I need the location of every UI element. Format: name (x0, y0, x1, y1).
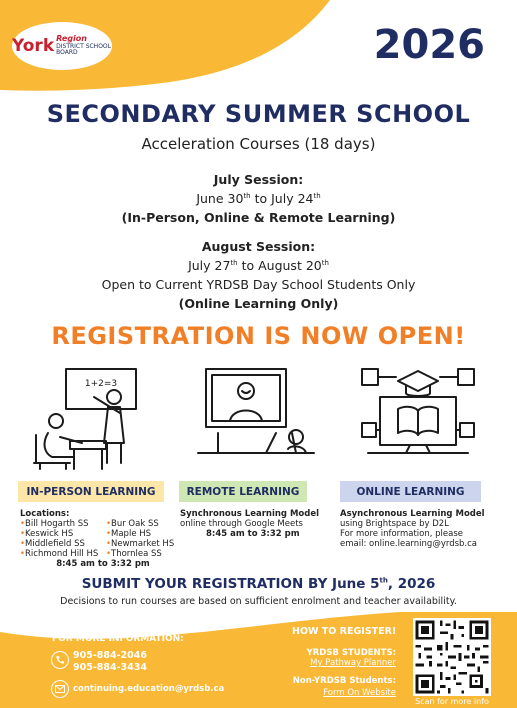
year: 2026 (373, 22, 485, 68)
remote-line: online through Google Meets (180, 519, 303, 529)
phone-number[interactable]: 905-884-2046 (73, 650, 147, 661)
page-title: SECONDARY SUMMER SCHOOL (46, 100, 471, 128)
how-to-register-label: HOW TO REGISTER! (292, 626, 397, 637)
tag-remote: REMOTE LEARNING (179, 481, 307, 502)
remote-heading: Synchronous Learning Model (180, 509, 320, 519)
online-learning-icon (358, 363, 478, 473)
location-item: •Keswick HS (20, 529, 74, 539)
subtitle: Acceleration Courses (18 days) (141, 135, 376, 153)
classroom-icon (30, 363, 170, 473)
online-details (340, 509, 500, 549)
location-item: •Thornlea SS (106, 549, 162, 559)
august-dates: July 27th to August 20th (188, 258, 329, 273)
video-call-icon (196, 363, 316, 473)
online-heading: Asynchronous Learning Model (340, 509, 485, 519)
july-mode: (In-Person, Online & Remote Learning) (121, 210, 396, 225)
in-person-details (20, 509, 186, 569)
location-item: •Middlefield SS (20, 539, 85, 549)
qr-caption: Scan for more info (415, 697, 489, 706)
yrdsb-students-label: YRDSB STUDENTS: (306, 648, 396, 658)
location-item: •Newmarket HS (106, 539, 175, 549)
my-pathway-planner-link[interactable]: My Pathway Planner (310, 658, 396, 668)
july-session (0, 170, 517, 227)
july-heading: July Session: (213, 172, 304, 187)
location-item: •Bill Hogarth SS (20, 519, 89, 529)
logo-region: Region (56, 34, 87, 43)
online-line2: For more information, please (340, 529, 464, 539)
qr-code[interactable] (413, 618, 491, 696)
board-text: 1+2=3 (84, 379, 118, 389)
remote-hours: 8:45 am to 3:32 pm (206, 529, 300, 539)
in-person-hours: 8:45 am to 3:32 pm (56, 559, 150, 569)
location-item: •Richmond Hill HS (20, 549, 99, 559)
logo-mark: York (12, 36, 55, 56)
location-item: •Maple HS (106, 529, 152, 539)
online-line1: using Brightspace by D2L (340, 519, 449, 529)
mail-icon (51, 680, 69, 698)
more-info-label: FOR MORE INFORMATION: (52, 634, 184, 644)
phone-number[interactable]: 905-884-3434 (73, 662, 147, 673)
august-session (0, 237, 517, 313)
july-dates: June 30th to July 24th (196, 191, 321, 206)
august-mode: (Online Learning Only) (178, 296, 339, 311)
yrdsb-logo (12, 22, 112, 70)
non-yrdsb-students-label: Non-YRDSB Students: (292, 676, 396, 686)
form-on-website-link[interactable]: Form On Website (323, 688, 396, 698)
logo-board: DISTRICT SCHOOL BOARD (56, 42, 111, 57)
tag-online: ONLINE LEARNING (340, 481, 481, 502)
registration-open-banner: REGISTRATION IS NOW OPEN! (51, 322, 466, 350)
phone-icon (51, 651, 69, 669)
contact-email-link[interactable]: continuing.education@yrdsb.ca (73, 684, 225, 694)
august-note: Open to Current YRDSB Day School Students Only (101, 277, 416, 292)
locations-heading: Locations: (20, 509, 70, 519)
tag-in-person: IN-PERSON LEARNING (18, 481, 164, 502)
august-heading: August Session: (201, 239, 316, 254)
location-item: •Bur Oak SS (106, 519, 159, 529)
submit-deadline: SUBMIT YOUR REGISTRATION BY June 5th, 2026 (81, 576, 436, 592)
phone-numbers (73, 650, 147, 674)
online-line3: email: online.learning@yrdsb.ca (340, 539, 477, 549)
remote-details (180, 509, 330, 539)
decisions-note: Decisions to run courses are based on sufficient enrolment and teacher availability. (60, 596, 457, 607)
